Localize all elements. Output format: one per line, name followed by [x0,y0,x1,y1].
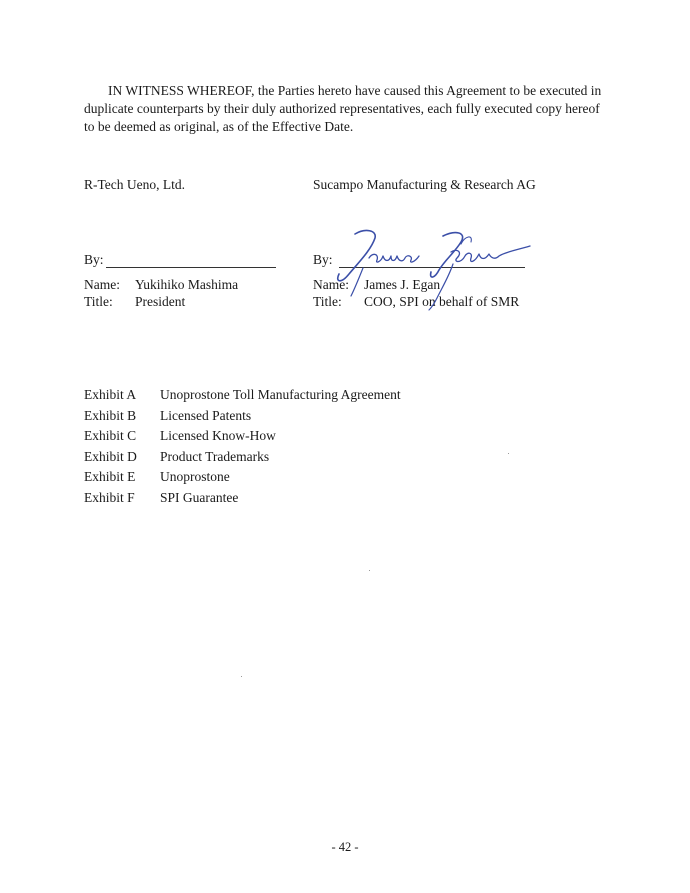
exhibit-title: Licensed Know-How [160,428,276,443]
exhibit-item [84,467,401,488]
name-row-left [84,276,294,293]
exhibit-item [84,426,401,447]
signatory-title-left: President [135,294,186,309]
exhibit-id: Exhibit F [84,489,135,505]
name-label: Name: [84,277,120,292]
exhibit-item [84,447,401,468]
name-row-right [313,276,573,293]
title-label: Title: [313,294,342,309]
exhibit-title: Product Trademarks [160,448,270,464]
by-label: By: [84,252,104,267]
name-label: Name: [313,277,349,292]
scan-speck [241,676,242,677]
exhibit-item [84,488,401,509]
by-row-left [84,250,294,268]
exhibit-title: Unoprostone [160,469,230,484]
party-right-name: Sucampo Manufacturing & Research AG [313,177,536,192]
exhibit-title: Licensed Patents [160,407,252,423]
exhibit-id: Exhibit D [84,448,137,464]
by-label: By: [313,252,333,267]
exhibit-item [84,385,401,406]
exhibit-list [84,385,401,508]
exhibit-title: Unoprostone Toll Manufacturing Agreement [160,387,401,402]
exhibit-id: Exhibit B [84,407,137,423]
exhibit-title: SPI Guarantee [160,489,239,505]
title-row-right [313,293,573,310]
title-row-left [84,293,294,310]
title-label: Title: [84,294,113,309]
signature-block-right [313,250,573,310]
exhibit-id: Exhibit E [84,469,136,484]
signature-line-right [339,253,525,268]
party-left-name: R-Tech Ueno, Ltd. [84,177,186,192]
exhibit-id: Exhibit A [84,387,137,402]
signatory-name-left: Yukihiko Mashima [135,277,239,292]
scan-speck [508,453,509,454]
exhibit-id: Exhibit C [84,428,137,443]
scan-speck [369,570,370,571]
page-number: - 42 - [331,840,359,854]
signature-block-left [84,250,294,310]
witness-clause: IN WITNESS WHEREOF, the Parties hereto have caused this Agreement to be executed in duplicate counterparts by their duly authorized representatives, each fully executed copy hereof to be deemed as original, as of the Effective Date. [84,83,602,134]
signature-line-left [106,253,276,268]
signatory-name-right: James J. Egan [364,277,441,292]
exhibit-item [84,406,401,427]
by-row-right [313,250,573,268]
signatory-title-right: COO, SPI on behalf of SMR [364,294,520,309]
